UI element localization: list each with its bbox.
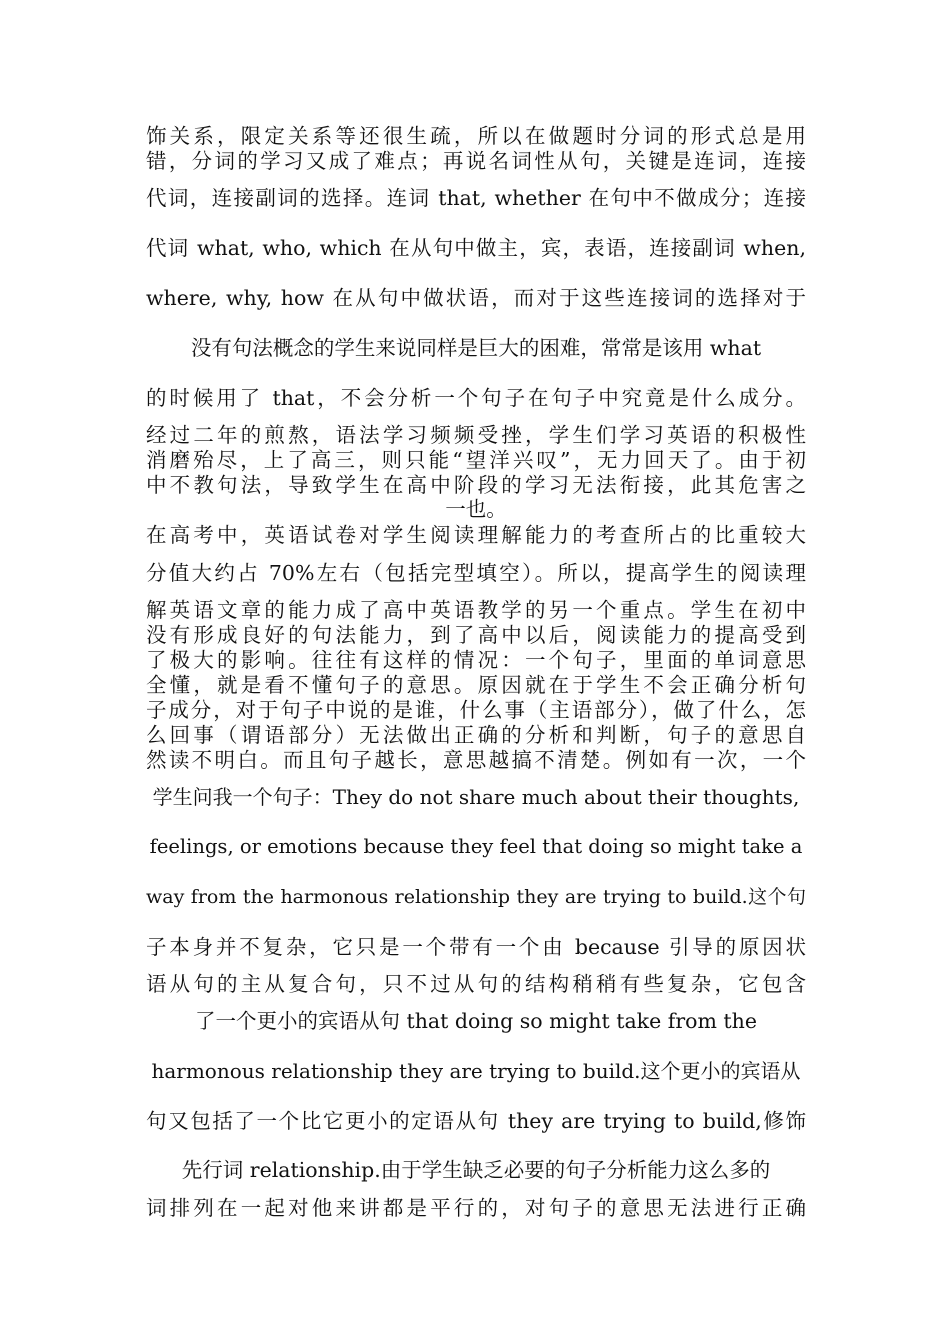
- text-line: 了一个更小的宾语从句 that doing so might take from the: [194, 1009, 758, 1033]
- text-line: 解英语文章的能力成了高中英语教学的另一个重点。学生在初中: [146, 598, 806, 622]
- text-line: 消磨殆尽，上了高三，则只能“望洋兴叹”，无力回天了。由于初: [146, 448, 806, 472]
- text-line: 词排列在一起对他来讲都是平行的，对句子的意思无法进行正确: [146, 1196, 806, 1220]
- text-line: 句又包括了一个比它更小的定语从句 they are trying to build,修饰: [146, 1109, 806, 1133]
- text-line: 饰关系，限定关系等还很生疏，所以在做题时分词的形式总是用: [146, 124, 806, 148]
- text-line: 在高考中，英语试卷对学生阅读理解能力的考查所占的比重较大: [146, 523, 806, 547]
- text-line: 经过二年的煎熬，语法学习频频受挫，学生们学习英语的积极性: [146, 423, 806, 447]
- text-line: way from the harmonous relationship they are trying to build.这个句: [146, 886, 806, 908]
- text-line: 然读不明白。而且句子越长，意思越搞不清楚。例如有一次，一个: [146, 748, 806, 772]
- text-line: 代词 what, who, which 在从句中做主，宾，表语，连接副词 when,: [146, 236, 806, 260]
- text-line: feelings, or emotions because they feel that doing so might take a: [149, 835, 803, 858]
- text-line: where, why, how 在从句中做状语，而对于这些连接词的选择对于: [146, 286, 806, 310]
- text-line: 全懂，就是看不懂句子的意思。原因就在于学生不会正确分析句: [146, 673, 806, 697]
- text-line: 子成分，对于句子中说的是谁，什么事（主语部分），做了什么，怎: [146, 698, 806, 722]
- text-line: 一也。: [445, 497, 507, 521]
- text-line: 语从句的主从复合句，只不过从句的结构稍稍有些复杂，它包含: [146, 972, 806, 996]
- text-line: 代词，连接副词的选择。连词 that, whether 在句中不做成分；连接: [146, 186, 806, 210]
- text-line: 学生问我一个句子：They do not share much about their thoughts,: [152, 785, 800, 809]
- text-line: 了极大的影响。往往有这样的情况：一个句子，里面的单词意思: [146, 648, 806, 672]
- text-line: 么回事（谓语部分）无法做出正确的分析和判断，句子的意思自: [146, 723, 806, 747]
- text-line: 的时候用了 that，不会分析一个句子在句子中究竟是什么成分。: [146, 386, 806, 410]
- text-line: 分值大约占 70%左右（包括完型填空）。所以，提高学生的阅读理: [146, 561, 806, 585]
- text-line: 没有句法概念的学生来说同样是巨大的困难，常常是该用 what: [190, 336, 762, 360]
- text-line: 错，分词的学习又成了难点；再说名词性从句，关键是连词，连接: [146, 149, 806, 173]
- text-line: 子本身并不复杂，它只是一个带有一个由 because 引导的原因状: [146, 935, 806, 959]
- text-line: 先行词 relationship.由于学生缺乏必要的句子分析能力这么多的: [181, 1158, 771, 1182]
- text-line: harmonous relationship they are trying to build.这个更小的宾语从: [151, 1059, 801, 1083]
- text-line: 没有形成良好的句法能力，到了高中以后，阅读能力的提高受到: [146, 623, 806, 647]
- text-line: 中不教句法，导致学生在高中阶段的学习无法衔接，此其危害之: [146, 473, 806, 497]
